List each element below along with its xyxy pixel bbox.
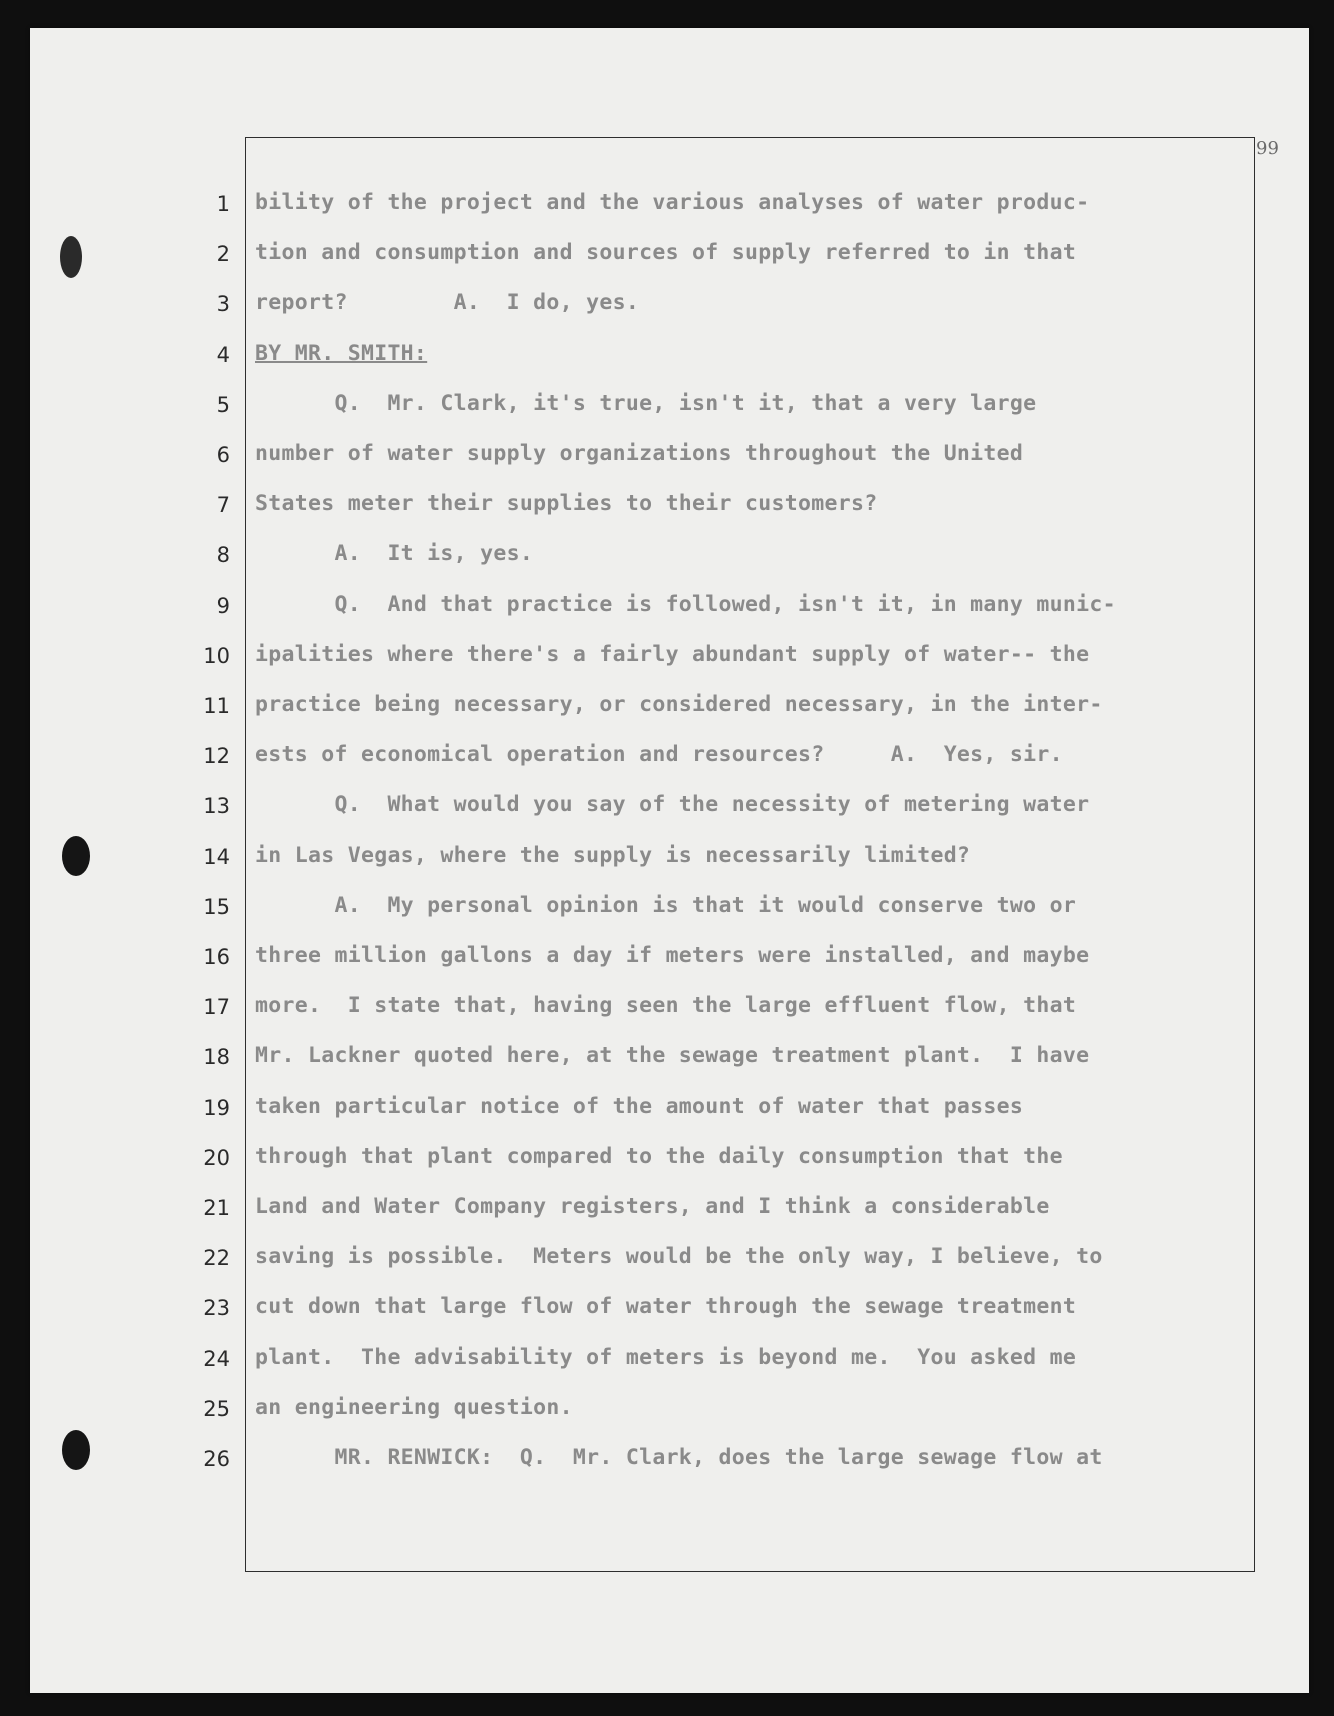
- line-number: 16: [203, 945, 230, 969]
- transcript-line: practice being necessary, or considered necessary, in the inter-: [255, 692, 1103, 717]
- transcript-line: States meter their supplies to their customers?: [255, 491, 878, 516]
- transcript-line: an engineering question.: [255, 1395, 573, 1420]
- transcript-line: saving is possible. Meters would be the only way, I believe, to: [255, 1244, 1103, 1269]
- transcript-line: through that plant compared to the daily consumption that the: [255, 1144, 1063, 1169]
- line-number: 4: [216, 343, 230, 367]
- line-number: 6: [216, 443, 230, 467]
- line-number: 12: [203, 744, 230, 768]
- line-number: 3: [216, 292, 230, 316]
- line-number: 18: [203, 1045, 230, 1069]
- line-number: 9: [216, 594, 230, 618]
- line-number: 15: [203, 895, 230, 919]
- transcript-line: cut down that large flow of water through the sewage treatment: [255, 1294, 1077, 1319]
- line-number: 17: [203, 995, 230, 1019]
- transcript-line: number of water supply organizations throughout the United: [255, 441, 1024, 466]
- transcript-line: A. It is, yes.: [255, 541, 534, 566]
- transcript-line: A. My personal opinion is that it would conserve two or: [255, 893, 1077, 918]
- transcript-line: plant. The advisability of meters is beyond me. You asked me: [255, 1345, 1077, 1370]
- transcript-line: report? A. I do, yes.: [255, 290, 640, 315]
- line-number: 2: [216, 242, 230, 266]
- transcript-line: Mr. Lackner quoted here, at the sewage treatment plant. I have: [255, 1043, 1090, 1068]
- transcript-line: three million gallons a day if meters were installed, and maybe: [255, 943, 1090, 968]
- transcript-line: more. I state that, having seen the large effluent flow, that: [255, 993, 1077, 1018]
- transcript-line: ipalities where there's a fairly abundant supply of water-- the: [255, 642, 1090, 667]
- transcript-line: tion and consumption and sources of supply referred to in that: [255, 240, 1077, 265]
- line-number: 20: [203, 1146, 230, 1170]
- line-number: 8: [216, 543, 230, 567]
- transcript-line: Q. Mr. Clark, it's true, isn't it, that a very large: [255, 391, 1037, 416]
- line-number: 21: [203, 1196, 230, 1220]
- transcript-line: Land and Water Company registers, and I think a considerable: [255, 1194, 1050, 1219]
- examiner-heading: BY MR. SMITH:: [255, 341, 428, 366]
- line-number: 14: [203, 845, 230, 869]
- line-number: 26: [203, 1447, 230, 1471]
- binder-hole-top: [60, 236, 82, 278]
- transcript-line: taken particular notice of the amount of water that passes: [255, 1094, 1024, 1119]
- line-number: 24: [203, 1347, 230, 1371]
- line-number: 13: [203, 794, 230, 818]
- line-number: 19: [203, 1096, 230, 1120]
- page-number: 99: [1256, 138, 1279, 159]
- line-number: 10: [203, 644, 230, 668]
- binder-hole-bottom: [62, 1430, 90, 1470]
- transcript-line: ests of economical operation and resources? A. Yes, sir.: [255, 742, 1063, 767]
- transcript-line: MR. RENWICK: Q. Mr. Clark, does the large sewage flow at: [255, 1445, 1103, 1470]
- line-number: 22: [203, 1246, 230, 1270]
- transcript-line: bility of the project and the various analyses of water produc-: [255, 190, 1090, 215]
- transcript-line: in Las Vegas, where the supply is necessarily limited?: [255, 843, 971, 868]
- transcript-line: Q. And that practice is followed, isn't it, in many munic-: [255, 592, 1116, 617]
- line-number: 25: [203, 1397, 230, 1421]
- line-number: 5: [216, 393, 230, 417]
- line-number: 11: [203, 694, 230, 718]
- line-number: 1: [216, 192, 230, 216]
- line-number: 7: [216, 493, 230, 517]
- binder-hole-middle: [62, 836, 90, 876]
- transcript-line: Q. What would you say of the necessity of metering water: [255, 792, 1090, 817]
- line-number: 23: [203, 1296, 230, 1320]
